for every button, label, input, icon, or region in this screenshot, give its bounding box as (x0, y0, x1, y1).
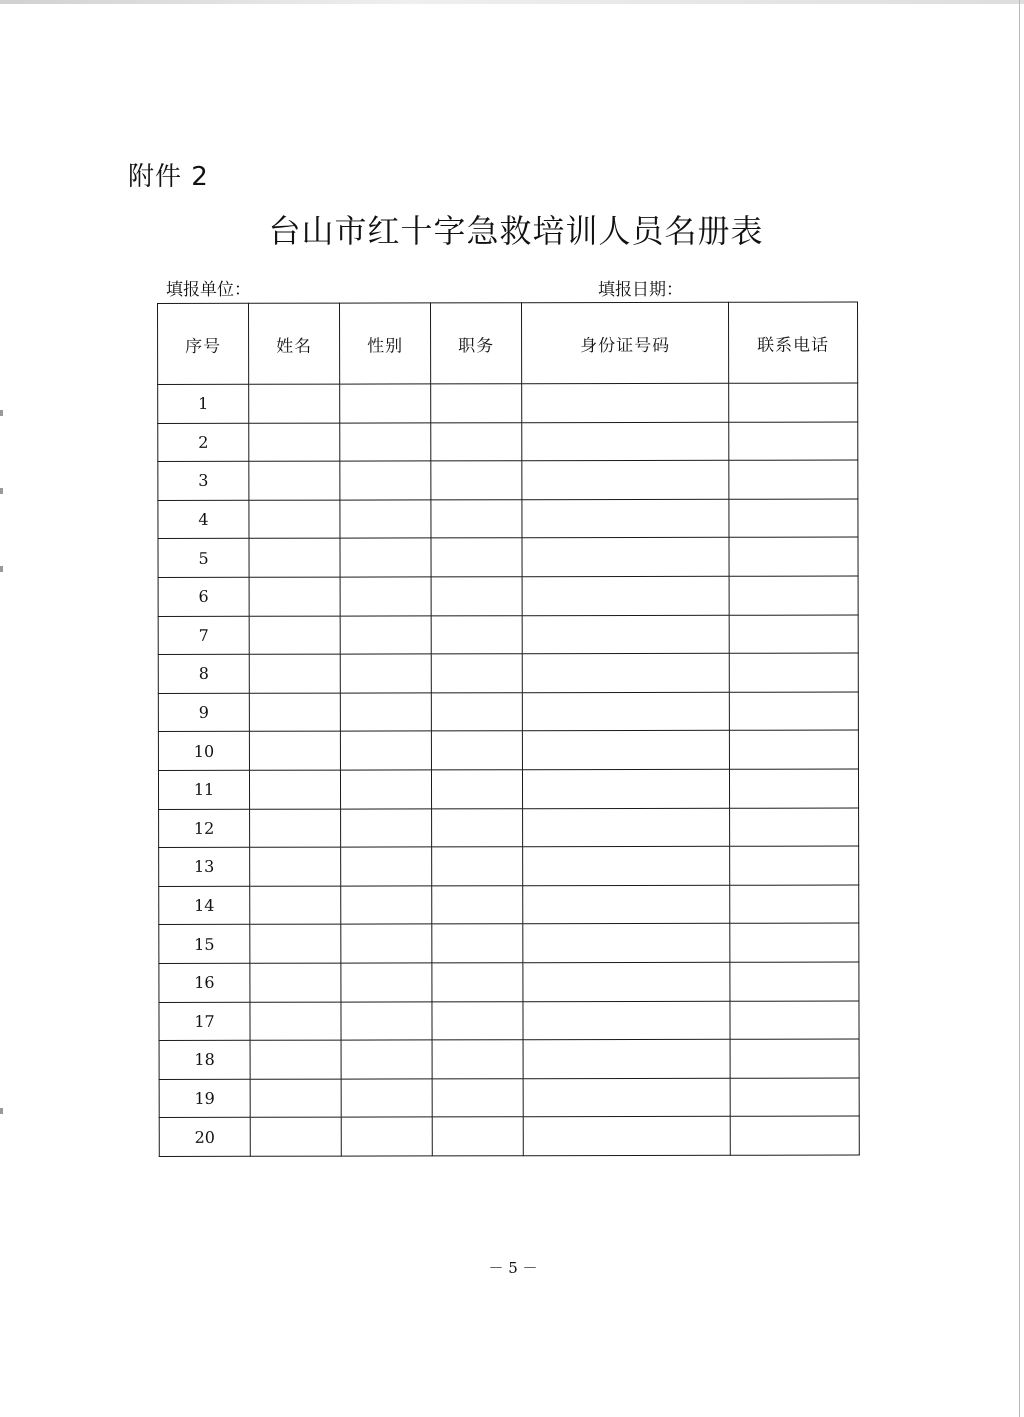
table-row (158, 576, 858, 616)
column-header-name: 姓名 (249, 303, 340, 384)
scan-mark (0, 1108, 3, 1114)
cell-no: 4 (158, 500, 249, 539)
table-row (159, 885, 859, 925)
cell-no: 20 (159, 1118, 250, 1157)
cell-name (249, 616, 340, 655)
fill-date-label: 填报日期： (598, 280, 683, 300)
cell-position (432, 963, 523, 1002)
cell-id-number (522, 422, 729, 461)
cell-name (249, 731, 340, 770)
cell-id-number (522, 383, 729, 422)
cell-id-number (522, 731, 729, 770)
cell-id-number (522, 460, 729, 499)
cell-no: 2 (158, 423, 249, 462)
table-row (158, 730, 858, 770)
cell-gender (341, 924, 432, 963)
cell-id-number (523, 885, 730, 924)
cell-gender (341, 1040, 432, 1079)
column-header-id-number: 身份证号码 (522, 302, 729, 383)
cell-phone (729, 576, 858, 615)
cell-phone (730, 962, 859, 1001)
cell-phone (729, 422, 858, 461)
table-row (158, 692, 858, 732)
cell-position (431, 770, 522, 809)
cell-position (432, 808, 523, 847)
cell-phone (730, 846, 859, 885)
cell-name (249, 500, 340, 539)
table-row (158, 653, 858, 693)
table-row (159, 962, 859, 1002)
cell-phone (729, 537, 858, 576)
cell-no: 19 (159, 1079, 250, 1118)
cell-gender (341, 808, 432, 847)
cell-id-number (523, 1001, 730, 1040)
cell-position (431, 422, 522, 461)
cell-name (250, 1002, 341, 1041)
cell-name (249, 461, 340, 500)
cell-phone (730, 885, 859, 924)
cell-phone (729, 383, 858, 422)
cell-phone (730, 1039, 859, 1078)
scan-mark (0, 488, 3, 494)
cell-gender (340, 384, 431, 423)
cell-id-number (523, 808, 730, 847)
cell-no: 12 (159, 809, 250, 848)
cell-no: 11 (158, 770, 249, 809)
cell-id-number (522, 576, 729, 615)
cell-position (431, 615, 522, 654)
column-header-position: 职务 (431, 303, 522, 384)
cell-no: 3 (158, 461, 249, 500)
cell-phone (729, 692, 858, 731)
cell-id-number (523, 1117, 730, 1156)
cell-phone (730, 1078, 859, 1117)
cell-name (249, 577, 340, 616)
cell-gender (340, 423, 431, 462)
cell-no: 14 (159, 886, 250, 925)
cell-id-number (522, 653, 729, 692)
cell-no: 6 (158, 577, 249, 616)
cell-id-number (522, 538, 729, 577)
cell-phone (729, 615, 858, 654)
cell-id-number (523, 1078, 730, 1117)
cell-gender (341, 886, 432, 925)
table-row (158, 537, 858, 577)
column-header-gender: 性别 (340, 303, 431, 384)
table-row (158, 769, 858, 809)
cell-name (249, 423, 340, 462)
page-title: 台山市红十字急救培训人员名册表 (268, 212, 764, 250)
cell-name (250, 847, 341, 886)
scan-mark (0, 410, 3, 416)
cell-no: 15 (159, 925, 250, 964)
table-row (159, 1116, 859, 1156)
cell-position (431, 692, 522, 731)
cell-phone (730, 923, 859, 962)
column-header-no: 序号 (158, 303, 249, 384)
cell-name (250, 809, 341, 848)
cell-gender (340, 731, 431, 770)
cell-no: 18 (159, 1040, 250, 1079)
page-number: － 5 － (488, 1259, 538, 1277)
cell-position (431, 500, 522, 539)
cell-no: 1 (158, 384, 249, 423)
cell-no: 10 (158, 732, 249, 771)
cell-position (432, 1040, 523, 1079)
cell-gender (340, 538, 431, 577)
cell-gender (341, 1117, 432, 1156)
cell-gender (340, 654, 431, 693)
cell-phone (729, 769, 858, 808)
cell-position (431, 654, 522, 693)
cell-id-number (522, 692, 729, 731)
scan-edge-top (0, 0, 1024, 4)
cell-name (250, 963, 341, 1002)
cell-gender (340, 693, 431, 732)
cell-id-number (522, 499, 729, 538)
column-header-phone: 联系电话 (728, 302, 857, 383)
cell-name (250, 1117, 341, 1156)
attachment-label: 附件 2 (128, 162, 209, 192)
cell-phone (729, 730, 858, 769)
table-row (158, 499, 858, 539)
table-row (159, 1078, 859, 1118)
cell-phone (730, 1116, 859, 1155)
cell-phone (730, 808, 859, 847)
cell-name (249, 693, 340, 732)
table-row (158, 422, 858, 462)
scan-mark (0, 566, 3, 572)
cell-position (432, 847, 523, 886)
cell-no: 8 (158, 654, 249, 693)
table-row (158, 615, 858, 655)
cell-phone (729, 460, 858, 499)
cell-no: 9 (158, 693, 249, 732)
cell-phone (730, 1001, 859, 1040)
cell-name (249, 654, 340, 693)
table-row (159, 808, 859, 848)
cell-position (431, 577, 522, 616)
cell-no: 17 (159, 1002, 250, 1041)
table-row (159, 1039, 859, 1079)
cell-gender (340, 500, 431, 539)
cell-id-number (523, 846, 730, 885)
table-row (159, 846, 859, 886)
cell-id-number (523, 1039, 730, 1078)
table-row (159, 1001, 859, 1041)
cell-gender (341, 1079, 432, 1118)
table-row (158, 460, 858, 500)
cell-name (249, 384, 340, 423)
cell-gender (341, 847, 432, 886)
cell-id-number (522, 769, 729, 808)
roster-table-body (158, 383, 860, 1156)
cell-no: 7 (158, 616, 249, 655)
cell-id-number (523, 962, 730, 1001)
cell-position (432, 1117, 523, 1156)
cell-gender (340, 770, 431, 809)
cell-id-number (523, 924, 730, 963)
cell-position (432, 924, 523, 963)
cell-name (250, 886, 341, 925)
cell-name (249, 770, 340, 809)
cell-name (250, 924, 341, 963)
cell-position (432, 1078, 523, 1117)
cell-gender (340, 461, 431, 500)
cell-no: 16 (159, 963, 250, 1002)
cell-position (432, 885, 523, 924)
cell-name (250, 1079, 341, 1118)
cell-name (249, 538, 340, 577)
cell-position (431, 384, 522, 423)
cell-gender (340, 577, 431, 616)
fill-unit-label: 填报单位： (166, 280, 251, 300)
cell-gender (341, 963, 432, 1002)
roster-table (157, 302, 860, 1157)
table-row (159, 923, 859, 963)
cell-position (432, 1001, 523, 1040)
cell-phone (729, 499, 858, 538)
cell-position (431, 538, 522, 577)
cell-gender (341, 1001, 432, 1040)
cell-id-number (522, 615, 729, 654)
table-header-row (158, 302, 858, 384)
cell-phone (729, 653, 858, 692)
cell-no: 13 (159, 847, 250, 886)
cell-position (431, 731, 522, 770)
cell-no: 5 (158, 539, 249, 578)
cell-name (250, 1040, 341, 1079)
cell-gender (340, 615, 431, 654)
table-row (158, 383, 858, 423)
cell-position (431, 461, 522, 500)
